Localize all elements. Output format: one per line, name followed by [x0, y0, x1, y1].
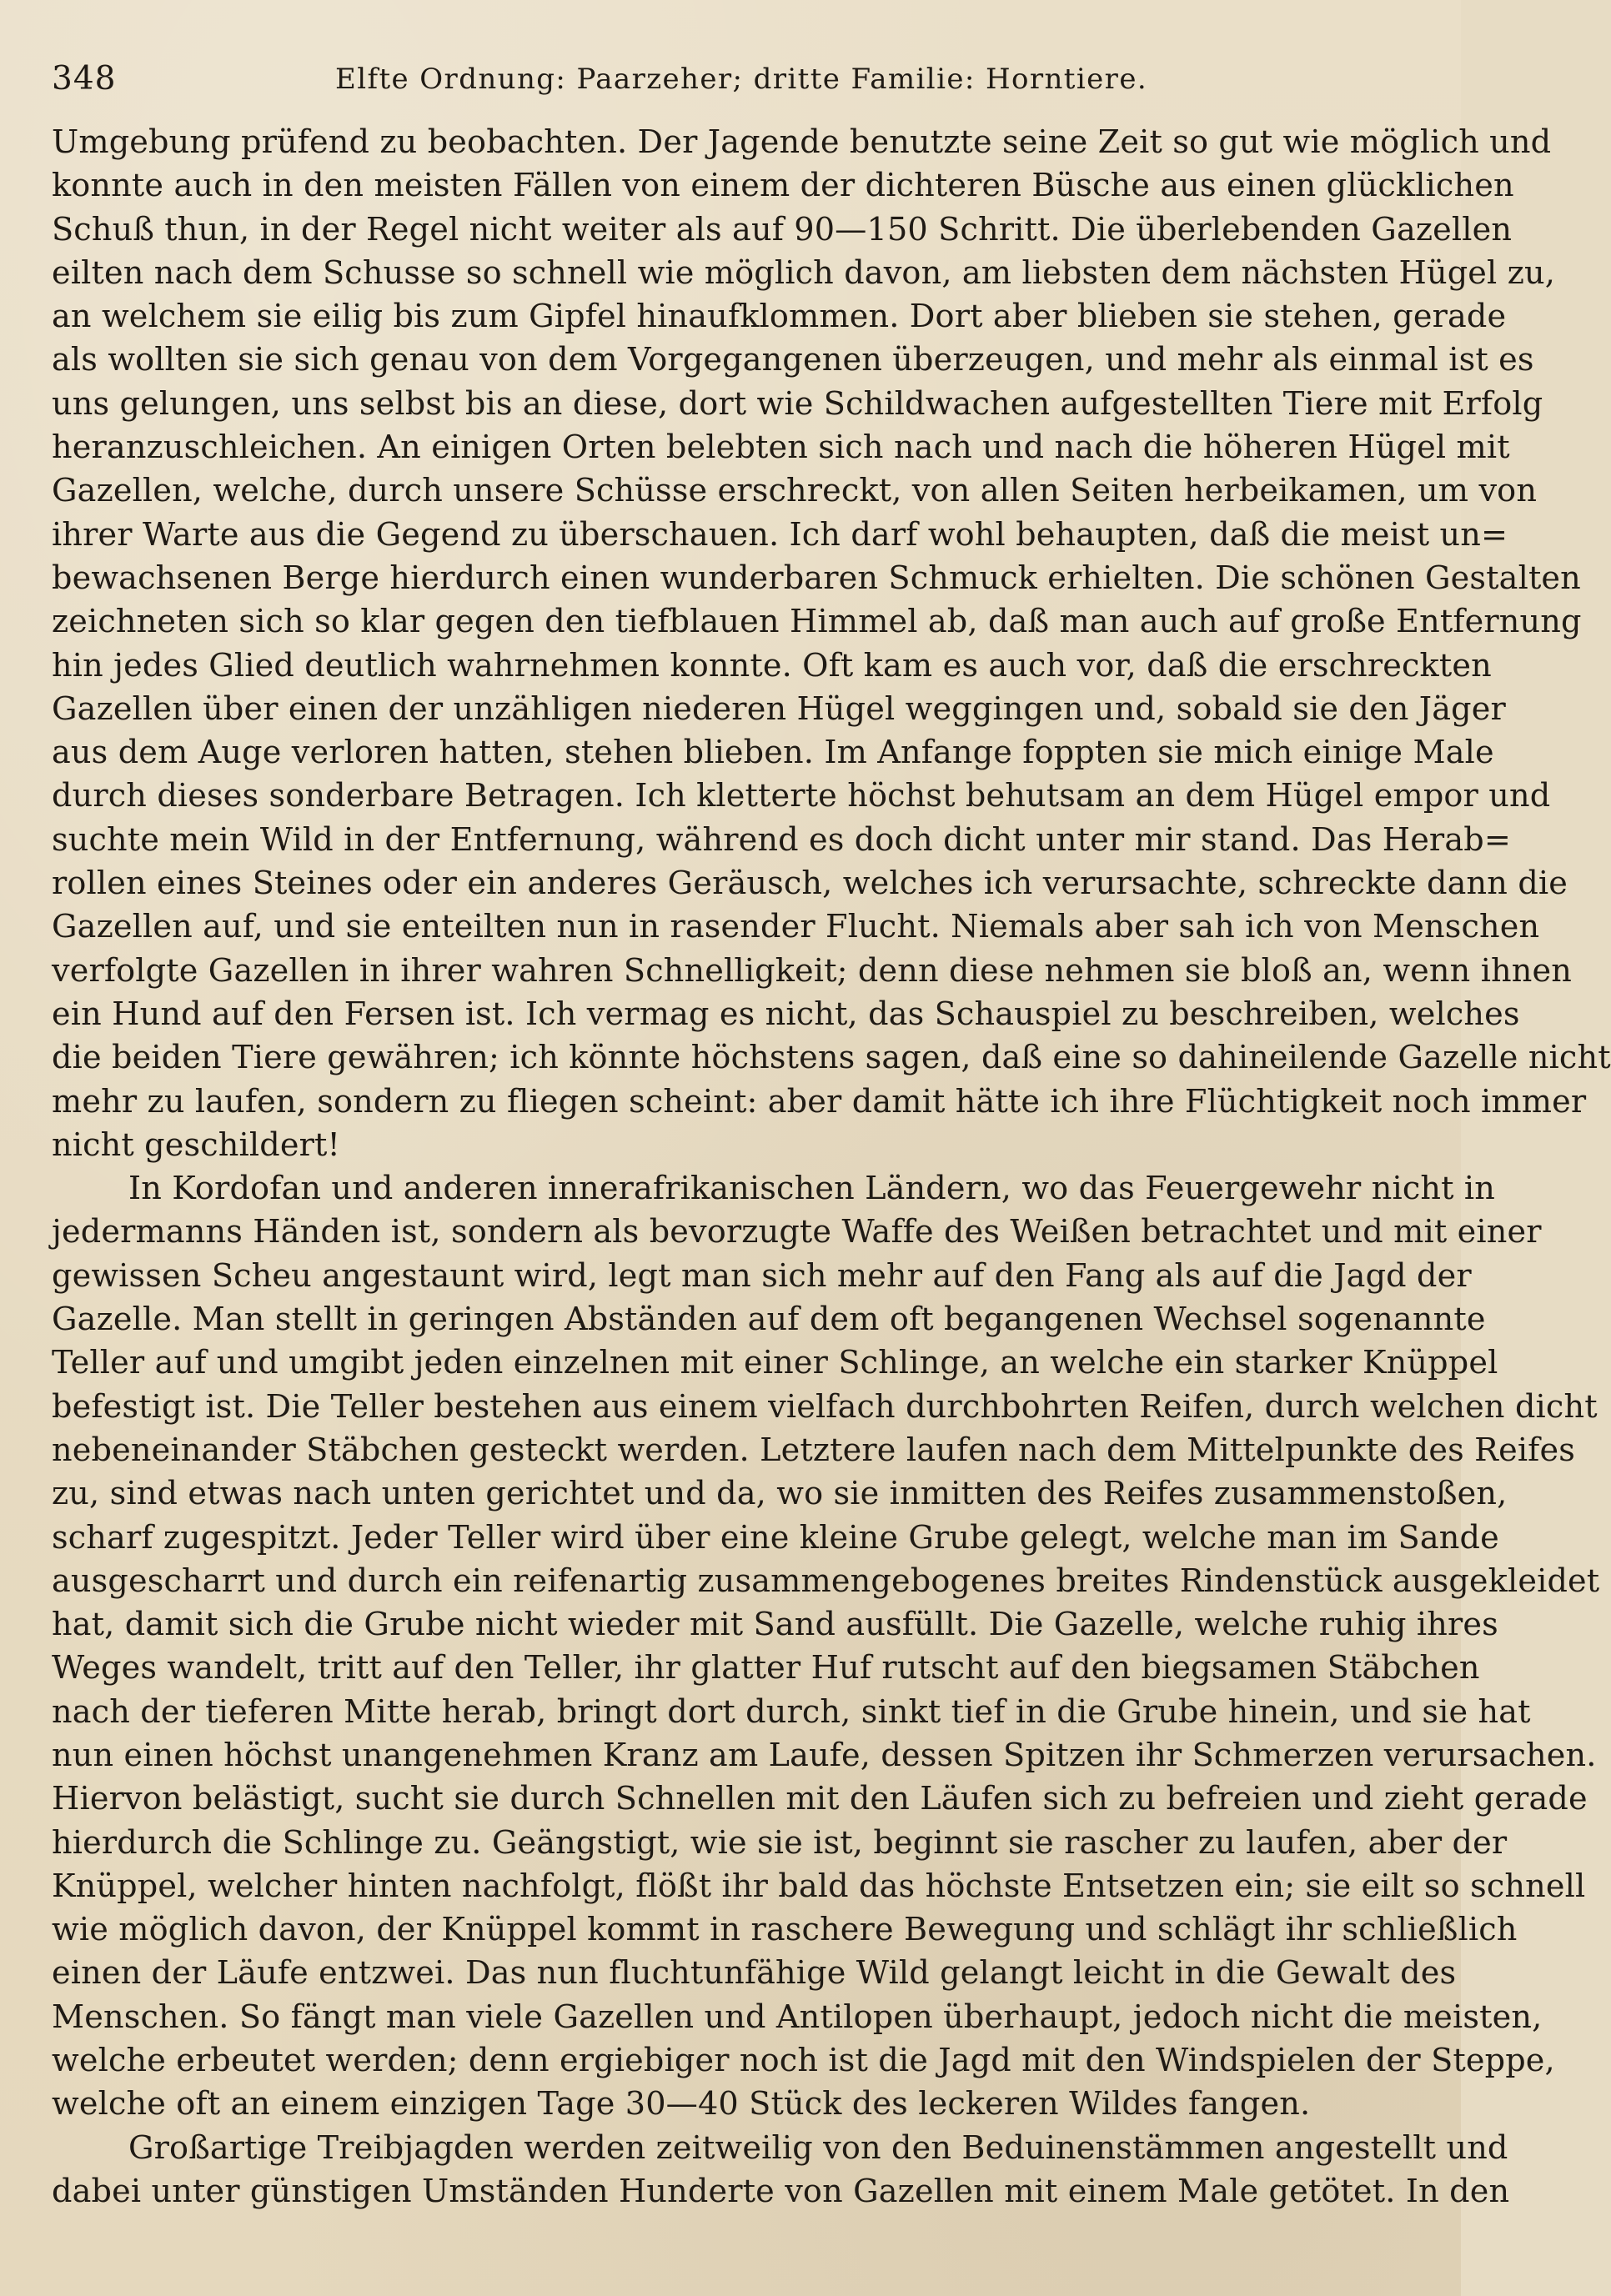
text-line: verfolgte Gazellen in ihrer wahren Schnelligkeit; denn diese nehmen sie bloß an, wenn ihnen: [52, 952, 1573, 990]
text-line: welche oft an einem einzigen Tage 30—40 Stück des leckeren Wildes fangen.: [52, 2086, 1311, 2123]
text-line: eilten nach dem Schusse so schnell wie möglich davon, am liebsten dem nächsten Hügel zu,: [52, 254, 1556, 292]
text-line: nicht geschildert!: [52, 1126, 341, 1164]
text-line: hin jedes Glied deutlich wahrnehmen konnte. Oft kam es auch vor, daß die erschreckten: [52, 647, 1492, 684]
text-line: ihrer Warte aus die Gegend zu überschauen. Ich darf wohl behaupten, daß die meist un=: [52, 516, 1508, 554]
text-line: Hiervon belästigt, sucht sie durch Schnellen mit den Läufen sich zu befreien und zieht gerade: [52, 1781, 1588, 1818]
text-line: Umgebung prüfend zu beobachten. Der Jagende benutzte seine Zeit so gut wie möglich und: [52, 124, 1552, 161]
text-line: konnte auch in den meisten Fällen von einem der dichteren Büsche aus einen glücklichen: [52, 168, 1514, 205]
text-line: uns gelungen, uns selbst bis an diese, dort wie Schildwachen aufgestellten Tiere mit Erfolg: [52, 385, 1543, 423]
text-line: wie möglich davon, der Knüppel kommt in raschere Bewegung und schlägt ihr schließlich: [52, 1912, 1518, 1949]
text-line: nebeneinander Stäbchen gesteckt werden. Letztere laufen nach dem Mittelpunkte des Reifes: [52, 1431, 1575, 1469]
text-line: Gazellen über einen der unzähligen niederen Hügel weggingen und, sobald sie den Jäger: [52, 690, 1506, 728]
text-line: Großartige Treibjagden werden zeitweilig von den Beduinenstämmen angestellt und: [128, 2129, 1508, 2167]
text-line: hat, damit sich die Grube nicht wieder mit Sand ausfüllt. Die Gazelle, welche ruhig ihres: [52, 1607, 1498, 1644]
text-line: als wollten sie sich genau von dem Vorgegangenen überzeugen, und mehr als einmal ist es: [52, 342, 1534, 379]
text-line: heranzuschleichen. An einigen Orten belebten sich nach und nach die höheren Hügel mit: [52, 429, 1510, 467]
text-line: jedermanns Händen ist, sondern als bevorzugte Waffe des Weißen betrachtet und mit einer: [52, 1214, 1542, 1251]
text-line: hierdurch die Schlinge zu. Geängstigt, wie sie ist, beginnt sie rascher zu laufen, aber der: [52, 1824, 1508, 1862]
text-line: einen der Läufe entzwei. Das nun fluchtunfähige Wild gelangt leicht in die Gewalt des: [52, 1955, 1457, 1993]
page-number: 348: [52, 60, 117, 98]
text-line: In Kordofan und anderen innerafrikanischen Ländern, wo das Feuergewehr nicht in: [128, 1171, 1496, 1208]
text-line: suchte mein Wild in der Entfernung, während es doch dicht unter mir stand. Das Herab=: [52, 821, 1512, 859]
text-line: Gazelle. Man stellt in geringen Abständen auf dem oft begangenen Wechsel sogenannte: [52, 1301, 1486, 1339]
text-line: rollen eines Steines oder ein anderes Geräusch, welches ich verursachte, schreckte dann die: [52, 865, 1568, 903]
text-line: dabei unter günstigen Umständen Hunderte von Gazellen mit einem Male getötet. In den: [52, 2173, 1510, 2210]
body-text: [52, 121, 1611, 2213]
text-line: scharf zugespitzt. Jeder Teller wird über eine kleine Grube gelegt, welche man im Sande: [52, 1519, 1499, 1557]
text-line: an welchem sie eilig bis zum Gipfel hinaufklommen. Dort aber blieben sie stehen, gerade: [52, 298, 1507, 336]
text-line: ausgescharrt und durch ein reifenartig zusammengebogenes breites Rindenstück ausgekleidet: [52, 1562, 1600, 1600]
text-line: Weges wandelt, tritt auf den Teller, ihr glatter Huf rutscht auf den biegsamen Stäbchen: [52, 1650, 1480, 1687]
text-line: nach der tieferen Mitte herab, bringt dort durch, sinkt tief in die Grube hinein, und sie hat: [52, 1693, 1531, 1731]
text-line: Menschen. So fängt man viele Gazellen und Antilopen überhaupt, jedoch nicht die meisten,: [52, 1998, 1543, 2036]
page-header: [52, 58, 1428, 100]
text-line: Gazellen, welche, durch unsere Schüsse erschreckt, von allen Seiten herbeikamen, um von: [52, 473, 1538, 510]
text-line: zu, sind etwas nach unten gerichtet und da, wo sie inmitten des Reifes zusammenstoßen,: [52, 1476, 1508, 1513]
text-line: durch dieses sonderbare Betragen. Ich kletterte höchst behutsam an dem Hügel empor und: [52, 778, 1551, 815]
text-line: welche erbeutet werden; denn ergiebiger noch ist die Jagd mit den Windspielen der Steppe,: [52, 2043, 1555, 2080]
text-line: zeichneten sich so klar gegen den tiefblauen Himmel ab, daß man auch auf große Entfernung: [52, 604, 1582, 641]
text-line: gewissen Scheu angestaunt wird, legt man sich mehr auf den Fang als auf die Jagd der: [52, 1257, 1472, 1295]
text-line: Gazellen auf, und sie enteilten nun in rasender Flucht. Niemals aber sah ich von Menschen: [52, 909, 1540, 946]
text-line: aus dem Auge verloren hatten, stehen blieben. Im Anfange foppten sie mich einige Male: [52, 734, 1494, 772]
text-line: bewachsenen Berge hierdurch einen wunderbaren Schmuck erhielten. Die schönen Gestalten: [52, 559, 1581, 597]
text-line: Teller auf und umgibt jeden einzelnen mit einer Schlinge, an welche ein starker Knüppel: [52, 1345, 1498, 1382]
text-line: Schuß thun, in der Regel nicht weiter als auf 90—150 Schritt. Die überlebenden Gazellen: [52, 211, 1513, 248]
text-line: nun einen höchst unangenehmen Kranz am Laufe, dessen Spitzen ihr Schmerzen verursachen.: [52, 1737, 1597, 1774]
text-line: mehr zu laufen, sondern zu fliegen scheint: aber damit hätte ich ihre Flüchtigkeit noch immer: [52, 1083, 1587, 1120]
running-head: Elfte Ordnung: Paarzeher; dritte Familie: Horntiere.: [335, 63, 1148, 96]
text-line: Knüppel, welcher hinten nachfolgt, flößt ihr bald das höchste Entsetzen ein; sie eilt so schnell: [52, 1867, 1586, 1905]
text-line: ein Hund auf den Fersen ist. Ich vermag es nicht, das Schauspiel zu beschreiben, welches: [52, 995, 1520, 1033]
text-line: befestigt ist. Die Teller bestehen aus einem vielfach durchbohrten Reifen, durch welchen dicht: [52, 1388, 1598, 1426]
text-line: die beiden Tiere gewähren; ich könnte höchstens sagen, daß eine so dahineilende Gazelle nicht: [52, 1040, 1611, 1077]
